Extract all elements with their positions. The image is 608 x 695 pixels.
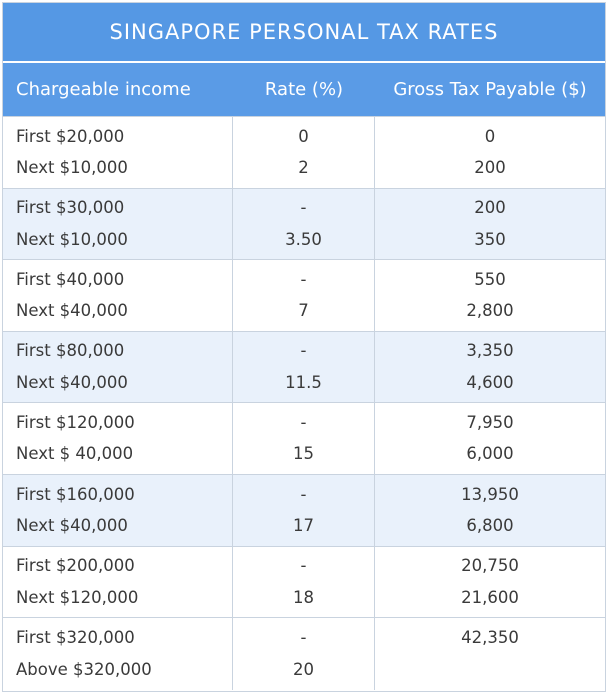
income-cell: First $120,000 Next $ 40,000: [3, 403, 233, 474]
table-row: [3, 260, 605, 332]
rate-cell: - 11.5: [233, 332, 375, 403]
rate-cell: - 15: [233, 403, 375, 474]
tax-cell: 42,350: [461, 628, 519, 648]
rate-cell: - 18: [233, 547, 375, 618]
tax-cell: 0 200: [474, 126, 506, 177]
income-cell: First $160,000 Next $40,000: [3, 475, 233, 546]
table-row: [3, 189, 605, 261]
header-row: [3, 63, 605, 117]
income-cell: First $200,000 Next $120,000: [3, 547, 233, 618]
tax-cell: 200 350: [474, 198, 506, 249]
tax-cell: 13,950 6,800: [461, 484, 519, 535]
rate-cell: - 20: [233, 618, 375, 690]
rate-cell: - 3.50: [233, 189, 375, 260]
tax-cell: 7,950 6,000: [466, 413, 514, 464]
column-header-rate: Rate (%): [264, 79, 344, 100]
table-row: [3, 547, 605, 619]
tax-cell: 3,350 4,600: [466, 341, 514, 392]
table-title: SINGAPORE PERSONAL TAX RATES: [3, 3, 605, 63]
column-header-tax: Gross Tax Payable ($): [393, 79, 587, 100]
table-row: [3, 332, 605, 404]
income-cell: First $20,000 Next $10,000: [3, 117, 233, 188]
tax-cell: 20,750 21,600: [461, 556, 519, 607]
income-cell: First $80,000 Next $40,000: [3, 332, 233, 403]
table-row: [3, 618, 605, 690]
income-cell: First $40,000 Next $40,000: [3, 260, 233, 331]
rate-cell: - 7: [233, 260, 375, 331]
income-cell: First $320,000 Above $320,000: [3, 618, 233, 690]
table-row: [3, 403, 605, 475]
income-cell: First $30,000 Next $10,000: [3, 189, 233, 260]
rate-cell: - 17: [233, 475, 375, 546]
tax-cell: 550 2,800: [466, 269, 514, 321]
table-row: [3, 117, 605, 189]
rate-cell: 0 2: [233, 117, 375, 188]
tax-rates-table: [2, 2, 606, 692]
table-row: [3, 475, 605, 547]
column-header-income: Chargeable income: [16, 79, 191, 100]
